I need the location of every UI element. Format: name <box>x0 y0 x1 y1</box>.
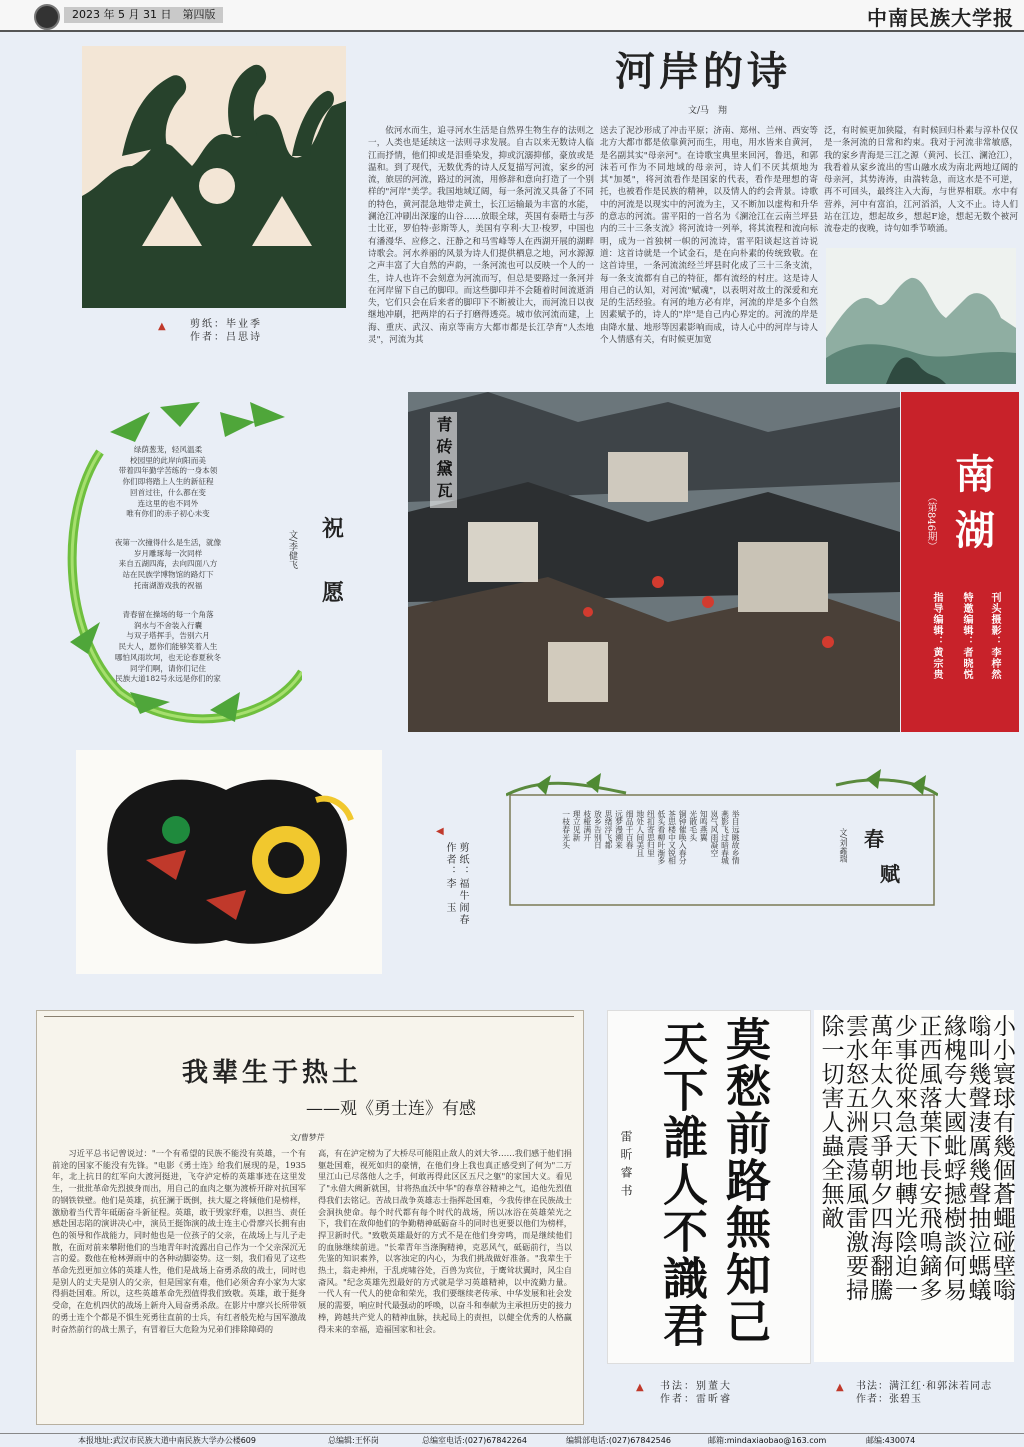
page-footer <box>0 1433 1024 1447</box>
calligraphy-column: 緣槐夸大國蚍蜉撼樹談何易 <box>940 1014 966 1302</box>
article-author-river: 文/马 翔 <box>688 106 728 116</box>
calligraphy-signature: 雷昕睿书 <box>619 1130 633 1202</box>
caption-marker-icon: ▲ <box>636 1382 644 1393</box>
poem-line: 铜钟催唤入春分 <box>678 810 688 865</box>
poem-line: 绿荫葱茏，轻风温柔 <box>133 445 203 454</box>
decorative-rule <box>44 1016 574 1017</box>
blessing-poem-stanza-3 <box>78 610 258 685</box>
poem-line: 远梦漫溯来 <box>614 810 624 849</box>
old-town-photo <box>408 392 900 732</box>
nanhu-credit: 刊头摄影：李梓然 <box>989 592 1000 680</box>
footer-postcode: 邮编:430074 <box>866 1436 916 1445</box>
papercut-graduation <box>82 46 346 308</box>
caption-line: 剪纸：毕业季 <box>190 319 262 330</box>
calligraphy-column: 除一切害人蟲全無敵 <box>817 1014 844 1230</box>
calligraphy-column: 正西風落葉下長安飛鳴鏑多 <box>915 1014 942 1302</box>
caption-marker-icon: ◀ <box>436 826 444 837</box>
papercut-graduation-image <box>82 46 346 308</box>
article-text: 习近平总书记曾说过："一个有希望的民族不能没有英雄，一个有前途的国家不能没有先锋。"电影《勇士连》给我们展现的是，1935年，北上抗日的红军向大渡河挺进，飞夺泸定桥的英雄事迹在这里发生，一批批革命先烈披身而出，用自己的血肉之躯为渡桥开辟对抗国军的钢铁铁壁。他们是英雄，抗狂澜于既倒，扶大厦之将倾他们是榜样，激励着当代青年砥砺奋斗新征程。英雄，敢于毁家纾难，以担当、责任感赴国志陷的演讲决心中，演员王挺饰演的战士连主心骨廖兴长拥有由色的领导和作战能力，同时他也是一位孩子的父亲，在战场上与儿子走散，在面对前来攀附他们的当地青年时流露出自己作为一个父亲深沉无言的爱。数他在枪林弹雨中的各种动脚姿势。这一刻，我们看见了这些革命先烈更加立体的英雄人性，他们是战场上奋勇杀敌的战士，同时也是别人的丈夫是别人的父亲，但是国家有难，他们必须舍弃小家为大家得捐赴国难。所以，这些英雄革命先烈值得我们致敬。英雄，敢于挺身受命，在危机四伏的战场上新舟入局奋勇杀敌。在影片中廖兴长所带领的勇士连个个都是不惧生死勇往直前的士兵，有红者般先枪与国军激战时奋然前行的战士黑子，有冒着巨大危险为兄弟们排除障碍的 <box>52 1148 306 1334</box>
poem-line: 茶思楼中又锐相 <box>667 810 677 865</box>
poem-line: 回首过往，什么都在变 <box>130 487 206 497</box>
spring-author: 文/刘鑫瑞 <box>839 828 848 863</box>
poem-line: 岚气风雨凝空 <box>709 810 719 857</box>
masthead: 中南民族大学报 <box>867 6 1014 30</box>
caption-line: 作者：张碧玉 <box>856 1394 922 1405</box>
poem-line: 带着四年勤学苦练的一身本领 <box>118 466 218 476</box>
university-logo-icon <box>34 4 60 30</box>
papercut-graduation-caption <box>190 318 262 344</box>
spring-ode-text <box>560 810 740 894</box>
blessing-author: 文/李健飞 <box>287 530 297 570</box>
poem-line: 夜第一次撞得什么是生活，就像 <box>114 538 222 547</box>
article-text: 依河水而生，追寻河水生活是自然界生物生存的法则之一，人类也是延续这一法则寻求发展。自古以来无数诗人临江而抒情，他们抑或是泪垂染发，抑或沉溺抑郁，豪放或是温和。到了现代，无数优秀的诗人反复描写河流，家乡的河流，旅居的河流，路过的河流，用修辞和意向打造了一个别样的"河岸"美学。我国地域辽阔，每一条河流又具备了不同的特色，黄河混急地带走黄土，长江运输最为丰富的水能，澜沧江冲刷出深邃的山谷……放眼全球，英国有泰晤士与莎士比亚，罗伯特·彭斯等人，美国有亨利·大卫·梭罗，中国也有潘漫华、应修之、汪静之和马雪峰等人在西湖开展的湖畔诗歌会。河水养丽的风景为诗人们提供栖息之地，河水源源之声丰富了大自然的声韵，一条河流也可以反映一个人的一生，诗人也许不会刻意为河流而写，但总是要路过一条河并在河岸留下自己的脚印。而这些脚印并不会随着时间流逝消失，它们只会在后来者的脚印下不断被让大，而河流日以夜继地冲刷，把两岸的石子打磨得透亮。城市依河流而建，上海、重庆、武汉、南京等南方大都市都是长江孕育"人杰地灵"，河流为其 <box>368 126 594 346</box>
landscape-painting-image <box>826 248 1016 384</box>
poem-line: 枝桠满开 <box>582 810 592 842</box>
caption-line: 作者：吕思诗 <box>190 332 262 343</box>
nanhu-credit: 特邀编辑：者晓悦 <box>961 592 972 680</box>
caption-marker-icon: ▲ <box>836 1382 844 1393</box>
calligraphy-text <box>818 1014 1014 1366</box>
article-column <box>52 1148 306 1420</box>
poem-line: 地处人间美且 <box>635 810 645 857</box>
poem-line: 托南湖游戏我的祝福 <box>133 580 203 590</box>
poem-line: 民大人，愿你们能够笑着人生 <box>118 642 218 652</box>
article-column <box>600 125 818 387</box>
page-header <box>0 0 1024 32</box>
article-title-hero: 我辈生于热土 <box>182 1058 363 1088</box>
calligraphy-column: 嗡叫幾聲淒厲幾聲抽泣螞蟻 <box>964 1014 991 1302</box>
article-subtitle-hero: ——观《勇士连》有感 <box>306 1099 476 1119</box>
poem-line: 理立见新 <box>572 810 582 842</box>
poem-line: 举目远眺故乡情 <box>731 810 741 865</box>
blessing-poem-stanza-2 <box>78 538 258 592</box>
poem-line: 光散毛头 <box>688 810 698 842</box>
calligraphy-column: 雲水怒五洲震蕩風雷激要掃 <box>842 1014 868 1302</box>
poem-line: 岁月雕琢每一次同样 <box>133 548 203 558</box>
papercut-tiger-caption <box>443 842 469 932</box>
poem-line: 润水与不舍装入行囊 <box>133 620 203 630</box>
footer-office-phone: 总编室电话:(027)67842264 <box>422 1436 527 1445</box>
article-column <box>824 125 1018 247</box>
landscape-painting <box>826 248 1016 384</box>
spring-title-char: 春 <box>864 827 884 851</box>
poem-line: 你们即将踏上人生的新征程 <box>122 477 214 487</box>
nanhu-column-banner <box>901 392 1019 732</box>
old-town-photo-image <box>408 392 900 732</box>
poem-line: 站在民族学博物馆的路灯下 <box>122 570 214 580</box>
blessing-title-char: 祝 <box>322 516 345 542</box>
photo-vertical-title: 青砖黛瓦 <box>430 412 457 508</box>
calligraphy-column: 少事從來急天地轉光陰迫一 <box>891 1014 917 1302</box>
poem-line: 连这里的也不同外 <box>137 498 199 508</box>
footer-chief-editor: 总编辑:王怀岗 <box>328 1436 379 1445</box>
poem-line: 唯有你们的赤子初心未变 <box>126 509 210 519</box>
article-text: 高，有在泸定榜为了大桥尽可能阻止敌人的刘大爷……我们感于他们捐躯赴国难，视死如归的豪情，在他们身上我也真正感受到了何为"二万里江山已尽落他人之手，何敢再得此区区五尺之躯"的家国大义。看见了"永借大阙新就国，甘将热血沃中华"的春草谷精神之气，追他先烈值得我们去铭记。苦战日战争英雄志士指挥赴国难，今我传律在民族战士会洞执使命。每个时代都有每个时代的战场，所以冰浴在英雄荣光之下，我们在敌仰他们的争勤精神砥砺奋斗的同时也更要以他们为榜样，捍卫新时代。"致敬英雄最好的方式不是在他们身旁鸣，而是继续他们的血脉继续前进。"长辈青年当涤胸精神，克恶风气，砥砺前行，当以先鉴的知识素养，以客浊定的内心，为我们挑战做好准备。"我辈生于热土，翁走神州，于乱虎啸谷处，百兽为宾位，于鹰耸状翼时，风尘自斋风。"纪念英雄先烈最好的方式就是学习英雄精神，以中流勤力量。一代人有一代人的使命和荣光，我们要继续老传承、中华发展和社会发展的需要，响应时代最强动的呼唤，以奋斗和奉献为主承担历史的接力棒，跨越共产党人的精神血脉，扶起局上的责担，以健全优秀的人格赢得未来的幸福，造福国家和社会。 <box>318 1148 572 1334</box>
poem-line: 燕影飞过暗春城 <box>720 810 730 865</box>
caption-line: 书法：别董大 <box>660 1381 732 1392</box>
issue-date: 2023 年 5 月 31 日 第四版 <box>64 7 223 23</box>
poem-line: 低头看柳叶渐多 <box>656 810 666 865</box>
calligraphy-column: 小小寰球有幾個蒼蠅碰壁嗡 <box>989 1014 1015 1302</box>
poem-line: 青春留在操场的每一个角落 <box>122 610 214 619</box>
article-text: 送去了泥沙形成了冲击平原；济南、郑州、兰州、西安等北方大都市都是依靠黄河而生，用电，用水皆来自黄河，是名副其实"母亲河"。在诗歌宝典里来回河，鲁迅，和郭沫若可作为不同地域的母亲河，诗人们不厌其烦地为其"加冕"，将河流看作是国家的代表，看作是理想的寄托，也被看作是民族的精神，以及情人的约会背景。诗歌中的河流是以现实中的河流为主，又不断加以虚构和升华的意志的河流。雷平阳的一首名为《澜沧江在云南兰坪县内的三十三条支流》将河流诗一列举，将其流程和流向标明，成为一首独树一帜的河流诗，雷平阳谈起这首诗说道：这首诗就是一个试金石，是在向朴素的传统致敬。在这首诗里，一条河流流经兰坪县时化成了三十三条支流，每一条支流都有自己的特征，都有流经的村庄。这是诗人用自己的认知，对河流"赋魂"，以表明对故土的深爱和充足的生活经验。有河的地方必有岸，河流的岸是多个自然因素赋予的，诗人的"岸"是自己内心界定的。河流的岸是由降水量、地形等因素影响而成，诗人心中的河岸与诗人个人情感有关，有时候更加宽 <box>600 126 818 346</box>
poem-line: 知鸣燕翼 <box>699 810 709 842</box>
poem-line: 民族大道182号永远是你们的家 <box>115 674 221 684</box>
article-column <box>368 125 594 387</box>
calligraphy-column: 萬年太久只爭朝夕四海翻騰 <box>866 1014 893 1302</box>
poem-line: 放乡告别日 <box>593 810 603 849</box>
nanhu-credit: 指导编辑：黄宗贵 <box>931 592 942 680</box>
article-author-hero: 文/曹梦芹 <box>290 1133 325 1142</box>
caption-marker-icon: ▲ <box>158 321 166 332</box>
poem-line: 细品千百春 <box>625 810 635 849</box>
footer-email[interactable]: 邮箱:mindaxiaobao@163.com <box>708 1436 827 1445</box>
poem-line: 来自五湖四海，去向四面八方 <box>118 559 218 569</box>
article-title-river: 河岸的诗 <box>615 48 791 95</box>
poem-line: 思绪浮飞都 <box>603 810 613 849</box>
poem-line: 校园里的此岸向阳而美 <box>130 455 206 465</box>
papercut-tiger-image <box>76 750 382 974</box>
caption-line: 作者：李 玉 <box>444 842 455 914</box>
poem-line: 同学们啊，请你们记住 <box>130 663 206 673</box>
caption-line: 剪纸：福牛闹春 <box>457 842 468 926</box>
nanhu-issue: （第846期） <box>925 492 936 552</box>
papercut-tiger <box>76 750 382 974</box>
caption-line: 书法：满江红·和郭沫若同志 <box>856 1381 993 1392</box>
article-text: 泛，有时候更加狭隘，有时候回归朴素与淳朴仅仅是一条河流的日常和约束。我对于河流非常敏感，我的家乡青海是三江之源（黄河、长江、澜沧江），我看着从家乡流出的雪山融水成为南北两地辽阔的母亲河，其势涛涛，由湍转急，而这水是不可逆，再不可回头，最终注入大海，与世界相联。水中有营养，河中有富泊，江河滔滔，人文不止。诗人们站在江边，想起故乡，想起F途，想起无数个被河流卷走的夜晚，诗句如季节喷涌。 <box>824 126 1018 235</box>
calligraphy-farewell <box>607 1010 811 1364</box>
blessing-title-char: 愿 <box>322 580 345 606</box>
article-column <box>318 1148 572 1420</box>
poem-line: 哪怕风雨坎坷，也无论春夏秋冬 <box>114 652 222 662</box>
poem-line: 与双子塔挥手，告别六月 <box>126 631 210 641</box>
footer-dept-phone: 编辑部电话:(027)67842546 <box>566 1436 671 1445</box>
footer-address: 本报地址:武汉市民族大道中南民族大学办公楼609 <box>78 1436 256 1445</box>
calligraphy-line: 天下誰人不識君 <box>655 1020 708 1349</box>
calligraphy-farewell-caption <box>660 1380 732 1406</box>
spring-title-char: 赋 <box>880 862 900 886</box>
nanhu-title: 南湖 <box>955 451 995 554</box>
caption-line: 作者：雷昕睿 <box>660 1394 732 1405</box>
blessing-poem-stanza-1 <box>78 445 258 520</box>
calligraphy-manjianghong-caption <box>856 1380 992 1406</box>
poem-line: 纽扣寄思归里 <box>646 810 656 857</box>
calligraphy-line: 莫愁前路無知己 <box>718 1016 771 1345</box>
poem-line: 一枝春光头 <box>561 810 571 849</box>
